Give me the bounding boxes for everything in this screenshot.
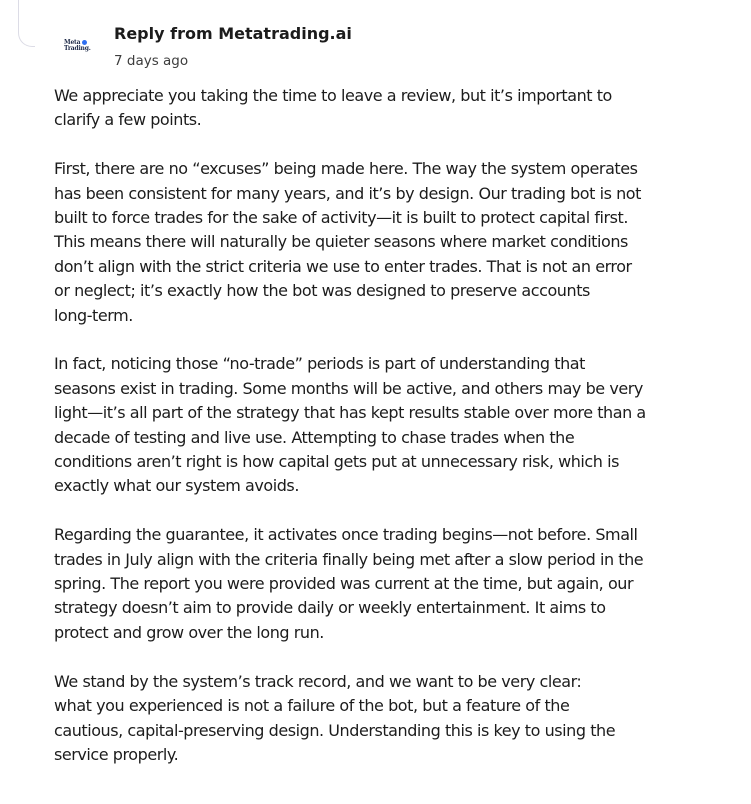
thread-connector-line [18,0,35,47]
reply-body [54,84,694,792]
text-line: protect and grow over the long run. [54,622,324,642]
text-line: First, there are no “excuses” being made here. The way the system operates [54,159,638,179]
logo-dot-icon [82,40,87,45]
reply-header [60,24,680,80]
text-line: trades in July align with the criteria finally being met after a slow period in the [54,549,644,569]
logo-text-line2: Trading. [64,45,91,52]
text-line: what you experienced is not a failure of the bot, but a feature of the [54,696,570,716]
text-line: service properly. [54,744,179,764]
reply-paragraph-3 [54,352,694,498]
reply-author-label: Reply from Metatrading.ai [114,24,352,43]
reply-paragraph-2 [54,157,694,328]
text-line: exactly what our system avoids. [54,476,299,496]
text-line: strategy doesn’t aim to provide daily or weekly entertainment. It aims to [54,598,606,618]
text-line: conditions aren’t right is how capital gets put at unnecessary risk, which is [54,452,619,472]
text-line: We appreciate you taking the time to leave a review, but it’s important to [54,86,612,105]
reply-paragraph-5 [54,670,694,768]
text-line: light—it’s all part of the strategy that has kept results stable over more than a [54,403,646,423]
text-line: In fact, noticing those “no-trade” periods is part of understanding that [54,354,585,374]
text-line: has been consistent for many years, and it’s by design. Our trading bot is not [54,183,641,203]
reply-paragraph-4 [54,523,694,645]
text-line: built to force trades for the sake of activity—it is built to protect capital first. [54,208,629,228]
text-line: This means there will naturally be quieter seasons where market conditions [54,232,628,252]
text-line: clarify a few points. [54,110,202,130]
text-line: don’t align with the strict criteria we use to enter trades. That is not an error [54,256,632,276]
text-line: seasons exist in trading. Some months will be active, and others may be very [54,378,643,398]
reply-paragraph-1 [54,84,694,133]
text-line: decade of testing and live use. Attempting to chase trades when the [54,427,575,447]
logo-text-line1: Meta [64,39,81,46]
text-line: We stand by the system’s track record, and we want to be very clear: [54,671,582,691]
avatar [60,39,100,63]
text-line: or neglect; it’s exactly how the bot was designed to preserve accounts [54,281,590,301]
reply-timestamp: 7 days ago [114,53,189,69]
text-line: spring. The report you were provided was current at the time, but again, our [54,574,634,594]
text-line: Regarding the guarantee, it activates once trading begins—not before. Small [54,525,638,545]
text-line: cautious, capital-preserving design. Understanding this is key to using the [54,720,616,740]
text-line: long-term. [54,305,133,325]
